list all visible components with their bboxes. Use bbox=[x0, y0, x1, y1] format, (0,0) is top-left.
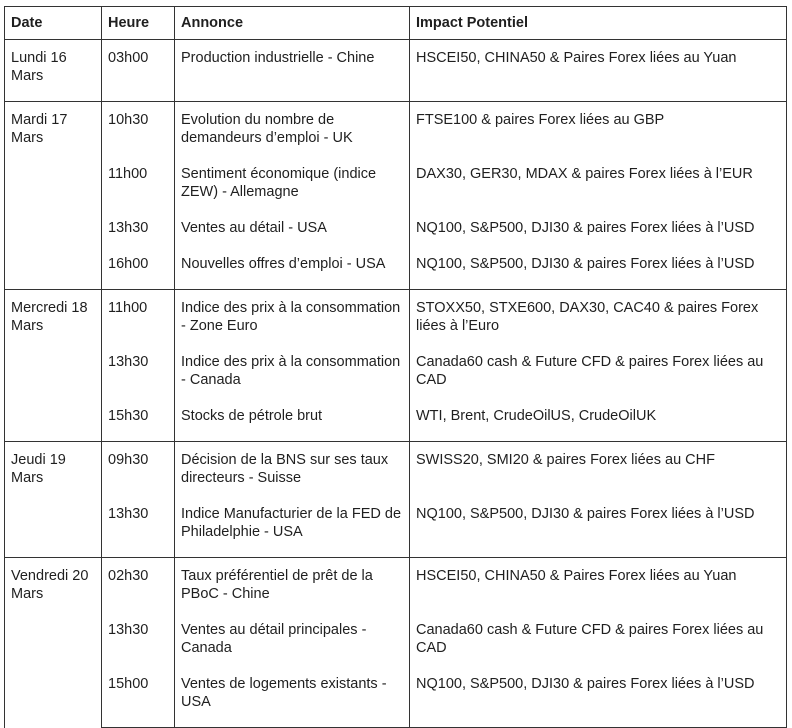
cell-impact: DAX30, GER30, MDAX & paires Forex liées à l’EUR bbox=[410, 147, 787, 201]
economic-calendar-table bbox=[4, 6, 787, 728]
cell-heure: 16h00 bbox=[102, 237, 175, 290]
table-header bbox=[5, 7, 787, 40]
cell-heure: 13h30 bbox=[102, 201, 175, 237]
table-row bbox=[5, 487, 787, 558]
header-row bbox=[5, 7, 787, 40]
cell-annonce: Sentiment économique (indice ZEW) - Allemagne bbox=[175, 147, 410, 201]
cell-heure: 03h00 bbox=[102, 40, 175, 102]
cell-impact: WTI, Brent, CrudeOilUS, CrudeOilUK bbox=[410, 389, 787, 442]
cell-annonce: Nouvelles offres d’emploi - USA bbox=[175, 237, 410, 290]
cell-annonce: Décision de la BNS sur ses taux directeurs - Suisse bbox=[175, 442, 410, 488]
cell-impact: NQ100, S&P500, DJI30 & paires Forex liées à l’USD bbox=[410, 237, 787, 290]
table-row bbox=[5, 237, 787, 290]
table-row bbox=[5, 40, 787, 102]
cell-impact: HSCEI50, CHINA50 & Paires Forex liées au Yuan bbox=[410, 40, 787, 102]
header-annonce: Annonce bbox=[175, 7, 410, 40]
cell-heure: 11h00 bbox=[102, 290, 175, 336]
header-impact: Impact Potentiel bbox=[410, 7, 787, 40]
cell-date: Lundi 16 Mars bbox=[5, 40, 102, 102]
cell-date: Mardi 17 Mars bbox=[5, 102, 102, 290]
cell-impact: HSCEI50, CHINA50 & Paires Forex liées au Yuan bbox=[410, 558, 787, 604]
cell-heure: 13h30 bbox=[102, 603, 175, 657]
table-row bbox=[5, 290, 787, 336]
cell-impact: NQ100, S&P500, DJI30 & paires Forex liées à l’USD bbox=[410, 487, 787, 558]
cell-annonce: Production industrielle - Chine bbox=[175, 40, 410, 102]
table-row bbox=[5, 389, 787, 442]
cell-heure: 15h30 bbox=[102, 389, 175, 442]
cell-impact: NQ100, S&P500, DJI30 & paires Forex liées à l’USD bbox=[410, 201, 787, 237]
cell-heure: 11h00 bbox=[102, 147, 175, 201]
cell-impact: SWISS20, SMI20 & paires Forex liées au CHF bbox=[410, 442, 787, 488]
cell-impact: Canada60 cash & Future CFD & paires Forex liées au CAD bbox=[410, 335, 787, 389]
cell-heure: 15h00 bbox=[102, 657, 175, 728]
cell-annonce: Ventes de logements existants - USA bbox=[175, 657, 410, 728]
table-row bbox=[5, 558, 787, 604]
cell-annonce: Ventes au détail - USA bbox=[175, 201, 410, 237]
cell-heure: 13h30 bbox=[102, 335, 175, 389]
cell-annonce: Stocks de pétrole brut bbox=[175, 389, 410, 442]
cell-annonce: Indice des prix à la consommation - Zone Euro bbox=[175, 290, 410, 336]
cell-annonce: Evolution du nombre de demandeurs d’emploi - UK bbox=[175, 102, 410, 148]
cell-heure: 09h30 bbox=[102, 442, 175, 488]
table-row bbox=[5, 102, 787, 148]
cell-annonce: Indice des prix à la consommation - Canada bbox=[175, 335, 410, 389]
table-body bbox=[5, 40, 787, 728]
cell-annonce: Ventes au détail principales - Canada bbox=[175, 603, 410, 657]
table-row bbox=[5, 147, 787, 201]
header-date: Date bbox=[5, 7, 102, 40]
cell-impact: STOXX50, STXE600, DAX30, CAC40 & paires Forex liées à l’Euro bbox=[410, 290, 787, 336]
cell-impact: Canada60 cash & Future CFD & paires Forex liées au CAD bbox=[410, 603, 787, 657]
table-row bbox=[5, 335, 787, 389]
cell-heure: 13h30 bbox=[102, 487, 175, 558]
table-row bbox=[5, 442, 787, 488]
cell-date: Jeudi 19 Mars bbox=[5, 442, 102, 558]
cell-date: Mercredi 18 Mars bbox=[5, 290, 102, 442]
table-row bbox=[5, 603, 787, 657]
cell-heure: 02h30 bbox=[102, 558, 175, 604]
cell-impact: FTSE100 & paires Forex liées au GBP bbox=[410, 102, 787, 148]
cell-date: Vendredi 20 Mars bbox=[5, 558, 102, 728]
table-row bbox=[5, 657, 787, 728]
cell-annonce: Indice Manufacturier de la FED de Philadelphie - USA bbox=[175, 487, 410, 558]
header-heure: Heure bbox=[102, 7, 175, 40]
cell-heure: 10h30 bbox=[102, 102, 175, 148]
cell-impact: NQ100, S&P500, DJI30 & paires Forex liées à l’USD bbox=[410, 657, 787, 728]
cell-annonce: Taux préférentiel de prêt de la PBoC - Chine bbox=[175, 558, 410, 604]
table-row bbox=[5, 201, 787, 237]
